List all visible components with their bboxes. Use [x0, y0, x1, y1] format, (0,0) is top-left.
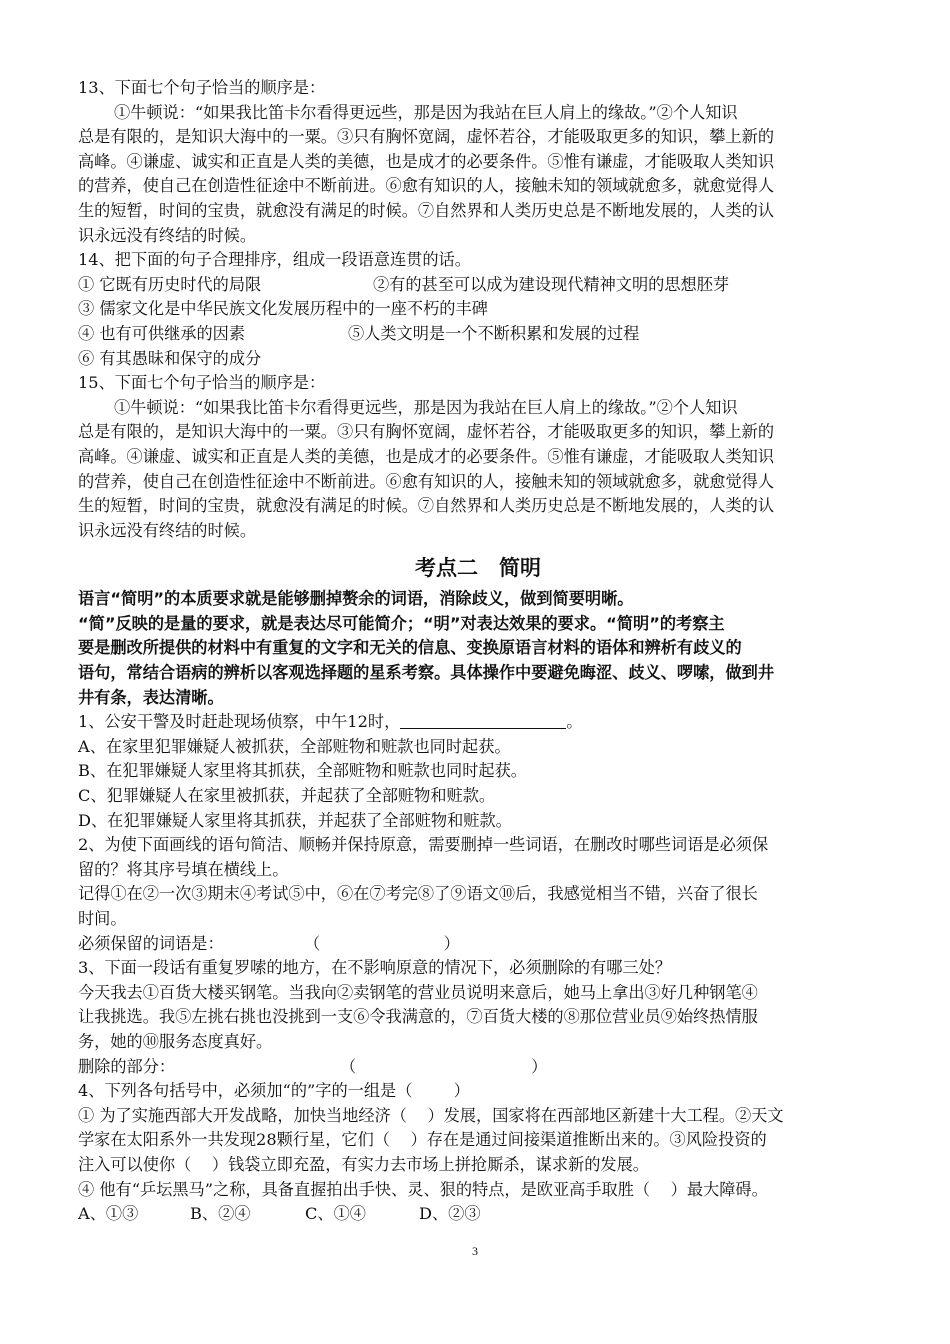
question-15-title: 15、下面七个句子恰当的顺序是：	[78, 373, 326, 393]
simplicity-question-4-line: ④ 他有“乒坛黑马”之称，具备直握拍出手快、灵、狠的特点，是欧亚高手取胜（ ）最大障碍。	[78, 1179, 768, 1199]
question-14-item: ⑤人类文明是一个不断积累和发展的过程	[348, 323, 640, 343]
option-c: C、犯罪嫌疑人在家里被抓获，并起获了全部赃物和赃款。	[78, 786, 496, 806]
question-14-item: ②有的甚至可以成为建设现代精神文明的思想胚芽	[373, 274, 730, 294]
option-d: D、②③	[419, 1204, 481, 1224]
question-14-item: ⑥ 有其愚昧和保守的成分	[78, 348, 262, 368]
section-heading: 考点二 简明	[415, 556, 541, 581]
question-15-line: 生的短暂，时间的宝贵，就愈没有满足的时候。⑦自然界和人类历史总是不断地发展的，人类的认	[78, 496, 775, 516]
question-13-line: 生的短暂，时间的宝贵，就愈没有满足的时候。⑦自然界和人类历史总是不断地发展的，人类的认	[78, 200, 775, 220]
section-intro-line: “简”反映的是量的要求，就是表达尽可能简介；“明”对表达效果的要求。“简明”的考察主	[78, 613, 725, 633]
option-d: D、在犯罪嫌疑人家里将其抓获，并起获了全部赃物和赃款。	[78, 810, 512, 830]
simplicity-question-2-line: 留的？将其序号填在横线上。	[78, 859, 289, 879]
question-13-line: 高峰。④谦虚、诚实和正直是人类的美德，也是成才的必要条件。⑤惟有谦虚，才能吸取人类知识	[78, 151, 775, 171]
answer-label: 必须保留的词语是：	[78, 933, 224, 953]
simplicity-question-3-line: 让我挑选。我⑤左挑右挑也没挑到一支⑥令我满意的，⑦百货大楼的⑧那位营业员⑨始终热情服	[78, 1007, 758, 1027]
question-15-line: 总是有限的，是知识大海中的一粟。③只有胸怀宽阔，虚怀若谷，才能吸取更多的知识，攀上新的	[78, 422, 775, 442]
simplicity-question-2-line: 时间。	[78, 909, 127, 928]
answer-row	[78, 932, 878, 957]
simplicity-question-3-line: 务，她的⑩服务态度真好。	[78, 1031, 273, 1051]
simplicity-question-3-line: 今天我去①百货大楼买钢笔。当我向②卖钢笔的营业员说明来意后，她马上拿出③好几种钢笔④	[78, 982, 758, 1002]
question-14-row	[78, 322, 878, 347]
simplicity-question-2-line: 2、为使下面画线的语句简洁、顺畅并保持原意，需要删掉一些词语，在删改时哪些词语是必须保	[78, 835, 769, 855]
question-15-line: 识永远没有终结的时候。	[78, 520, 257, 540]
page-number: 3	[472, 1244, 478, 1258]
answer-row	[78, 1055, 878, 1080]
option-a: A、在家里犯罪嫌疑人被抓获，全部赃物和赃款也同时起获。	[78, 736, 511, 756]
question-15-line: 高峰。④谦虚、诚实和正直是人类的美德，也是成才的必要条件。⑤惟有谦虚，才能吸取人类知识	[78, 446, 775, 466]
question-13-line: ①牛顿说：“如果我比笛卡尔看得更远些，那是因为我站在巨人肩上的缘故。”②个人知识	[114, 102, 738, 122]
question-14-row	[78, 273, 878, 298]
simplicity-question-4-line: 注入可以使你（ ）钱袋立即充盈，有实力去市场上拼抢厮杀，谋求新的发展。	[78, 1154, 649, 1174]
simplicity-question-4-line: 4、下列各句括号中，必须加“的”字的一组是（ ）	[78, 1081, 470, 1101]
answer-field[interactable]: （ ）	[340, 1056, 548, 1076]
document-page	[78, 76, 878, 1227]
question-14-item: ③ 儒家文化是中华民族文化发展历程中的一座不朽的丰碑	[78, 299, 488, 319]
question-14-item: ① 它既有历史时代的局限	[78, 274, 262, 294]
question-14-item: ④ 也有可供继承的因素	[78, 323, 246, 343]
question-15-line: 的营养，使自己在创造性征途中不断前进。⑥愈有知识的人，接触未知的领域就愈多，就愈觉得人	[78, 471, 775, 491]
options-row	[78, 1202, 878, 1227]
section-intro-line: 井有条，表达清晰。	[78, 687, 224, 707]
question-stem-text: 1、公安干警及时赶赴现场侦察，中午12时，	[78, 712, 401, 732]
question-13-line: 总是有限的，是知识大海中的一粟。③只有胸怀宽阔，虚怀若谷，才能吸取更多的知识，攀上新的	[78, 127, 775, 147]
option-c: C、①④	[305, 1204, 366, 1224]
section-intro-line: 要是删改所提供的材料中有重复的文字和无关的信息、变换原语言材料的语体和辨析有歧义的	[78, 638, 742, 658]
option-b: B、②④	[190, 1204, 251, 1224]
simplicity-question-3-line: 3、下面一段话有重复罗嗦的地方，在不影响原意的情况下，必须删除的有哪三处？	[78, 958, 672, 978]
answer-label: 删除的部分：	[78, 1056, 176, 1076]
question-13-line: 识永远没有终结的时候。	[78, 225, 257, 245]
option-a: A、①③	[78, 1204, 139, 1224]
section-intro-line: 语言“简明”的本质要求就是能够删掉赘余的词语，消除歧义，做到简要明晰。	[78, 589, 634, 609]
option-b: B、在犯罪嫌疑人家里将其抓获，全部赃物和赃款也同时起获。	[78, 761, 527, 781]
question-stem-end: 。	[566, 712, 583, 732]
simplicity-question-4-line: ① 为了实施西部大开发战略，加快当地经济（ ）发展，国家将在西部地区新建十大工程。②天文	[78, 1105, 784, 1125]
simplicity-question-4-line: 学家在太阳系外一共发现28颗行星，它们（ ）存在是通过间接渠道推断出来的。③风险投资的	[78, 1130, 767, 1150]
simplicity-question-1-stem	[78, 710, 878, 735]
answer-blank[interactable]	[400, 712, 566, 729]
section-intro-line: 语句，常结合语病的辨析以客观选择题的星系考察。具体操作中要避免晦涩、歧义、啰嗦，做到井	[78, 663, 775, 683]
answer-field[interactable]: （ ）	[304, 933, 460, 953]
question-14-title: 14、把下面的句子合理排序，组成一段语意连贯的话。	[78, 250, 471, 270]
question-13-title: 13、下面七个句子恰当的顺序是：	[78, 78, 326, 97]
question-15-line: ①牛顿说：“如果我比笛卡尔看得更远些，那是因为我站在巨人肩上的缘故。”②个人知识	[114, 397, 738, 417]
simplicity-question-2-line: 记得①在②一次③期末④考试⑤中，⑥在⑦考完⑧了⑨语文⑩后，我感觉相当不错，兴奋了很长	[78, 884, 758, 904]
question-13-line: 的营养，使自己在创造性征途中不断前进。⑥愈有知识的人，接触未知的领域就愈多，就愈觉得人	[78, 176, 775, 196]
